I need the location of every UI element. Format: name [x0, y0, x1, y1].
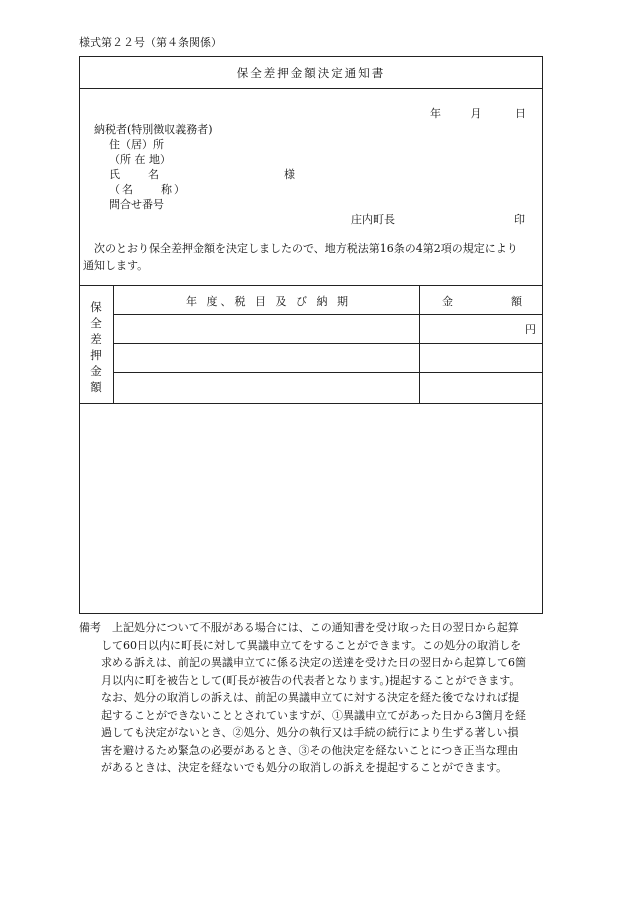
amount-table: 保 全 差 押 金 額 年 度、税 目 及 び 納 期 金 額 円	[80, 285, 542, 403]
honorific: 様	[284, 168, 295, 181]
remarks-section	[79, 619, 526, 777]
name-label: 氏 名	[109, 168, 161, 181]
table-header-divider	[113, 314, 542, 315]
recipient-heading: 納税者(特別徴収義務者)	[94, 123, 213, 136]
notice-body-line-1: 次のとおり保全差押金額を決定しましたので、地方税法第16条の4第2項の規定により	[94, 242, 518, 255]
remarks-line: 過しても決定がないとき、②処分、処分の執行又は手続の続行により生ずる著しい損	[101, 726, 519, 739]
seal-mark: 印	[514, 213, 525, 226]
remarks-line: して60日以内に町長に対して異議申立てをすることができます。この処分の取消しを	[101, 638, 522, 652]
form-number-label: 様式第２２号（第４条関係）	[79, 36, 222, 49]
corporate-name-label: （名 称）	[109, 183, 187, 196]
address-label: 住（居）所	[109, 138, 164, 151]
table-row-divider-1	[113, 343, 542, 344]
remarks-line: なお、処分の取消しの訴えは、前記の異議申立てに対する決定を経た後でなければ提	[101, 691, 519, 704]
location-label: （所 在 地）	[109, 153, 171, 166]
table-bottom-border	[80, 403, 542, 404]
remarks-line: 備考 上記処分について不服がある場合には、この通知書を受け取った日の翌日から起算	[79, 621, 519, 634]
header-tax-period: 年 度、税 目 及 び 納 期	[186, 295, 351, 308]
table-col-divider-1	[113, 285, 114, 403]
remarks-line: 起することができないこととされていますが、①異議申立てがあった日から3箇月を経	[101, 708, 526, 722]
table-side-label: 保 全 差 押 金 額	[90, 300, 102, 394]
remarks-line: 求める訴えは、前記の異議申立てに係る決定の送達を受けた日の翌日から起算して6箇	[101, 656, 526, 669]
yen-unit: 円	[525, 323, 536, 336]
remarks-line: があるときは、決定を経ないでも処分の取消しの訴えを提起することができます。	[101, 761, 508, 774]
notice-frame	[79, 56, 543, 614]
title-divider	[80, 88, 542, 89]
remarks-line: 害を避けるため緊急の必要があるとき、③その他決定を経ないことにつき正当な理由	[101, 743, 519, 757]
issue-date	[408, 105, 526, 121]
date-year: 年	[430, 107, 441, 120]
date-day: 日	[515, 107, 526, 120]
date-month: 月	[470, 107, 482, 120]
document-title: 保全差押金額決定通知書	[236, 66, 386, 80]
remarks-line: 月以内に町を被告として(町長が被告の代表者となります。)提起することができます。	[101, 673, 521, 687]
inquiry-number-label: 問合せ番号	[109, 198, 164, 211]
table-row-divider-2	[113, 372, 542, 373]
notice-body-line-2: 通知します。	[83, 259, 149, 272]
issuer-name: 庄内町長	[351, 213, 395, 226]
